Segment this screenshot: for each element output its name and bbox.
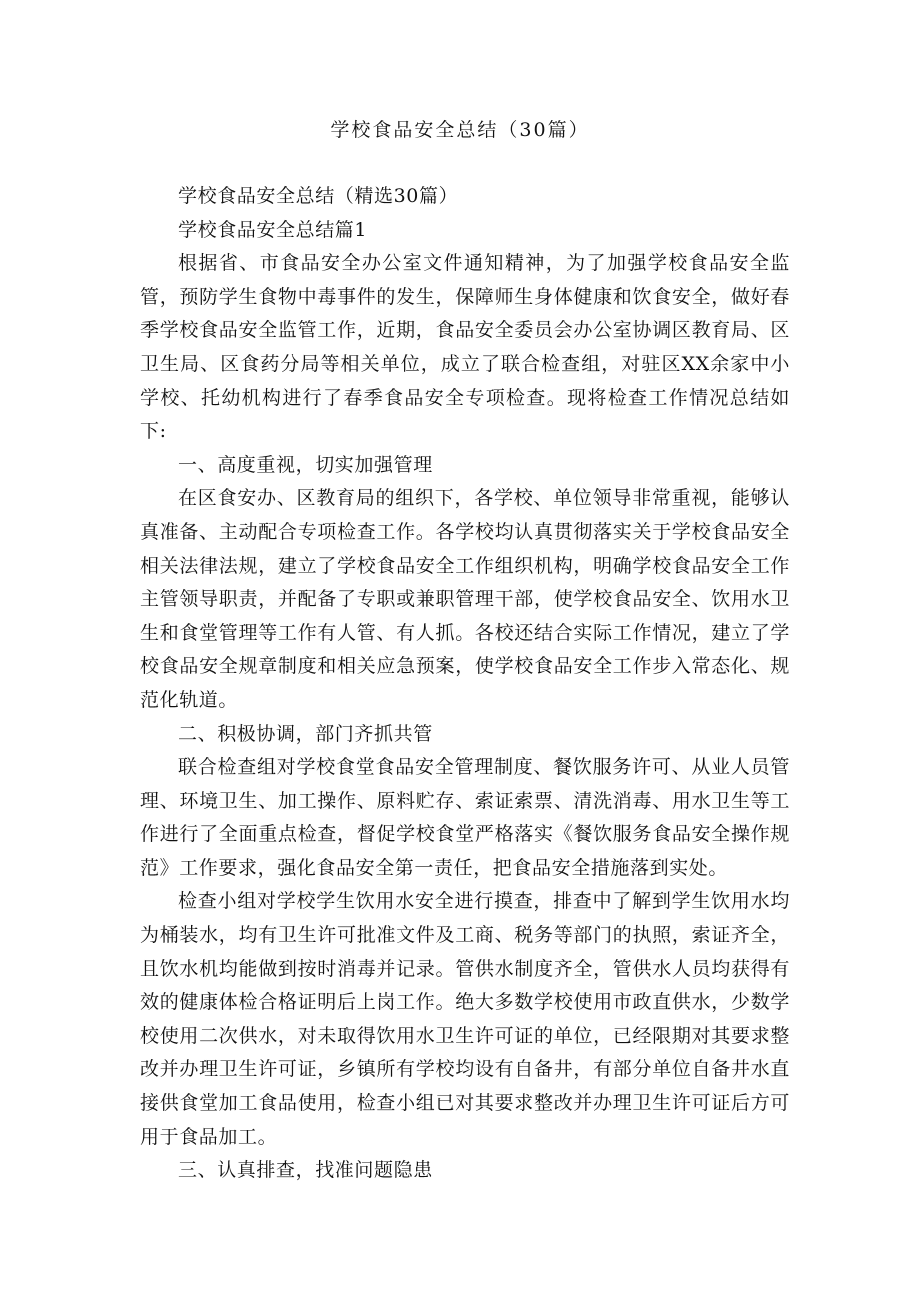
body-paragraph: 检查小组对学校学生饮用水安全进行摸查，排查中了解到学生饮用水均为桶装水，均有卫生许可批准文件及工商、税务等部门的执照，索证齐全，且饮水机均能做到按时消毒并记录。管供水制度齐全，管供水人员均获得有效的健康体检合格证明后上岗工作。绝大多数学校使用市政直供水，少数学校使用二次供水，对未取得饮用水卫生许可证的单位，已经限期对其要求整改并办理卫生许可证，乡镇所有学校均设有自备井，有部分单位自备井水直接供食堂加工食品使用，检查小组已对其要求整改并办理卫生许可证后方可用于食品加工。 bbox=[140, 890, 790, 1148]
section-heading: 学校食品安全总结篇1 bbox=[178, 218, 368, 241]
subtitle-paragraph: 学校食品安全总结（精选30篇） bbox=[178, 185, 459, 207]
section-heading: 三、认真排查，找准问题隐患 bbox=[178, 1159, 433, 1182]
document-title: 学校食品安全总结（30篇） bbox=[330, 119, 590, 141]
body-paragraph: 根据省、市食品安全办公室文件通知精神，为了加强学校食品安全监管，预防学生食物中毒事件的发生，保障师生身体健康和饮食安全，做好春季学校食品安全监管工作，近期，食品安全委员会办公室协调区教育局、区卫生局、区食药分局等相关单位，成立了联合检查组，对驻区XX余家中小学校、托幼机构进行了春季食品安全专项检查。现将检查工作情况总结如下: bbox=[140, 252, 790, 443]
body-paragraph: 联合检查组对学校食堂食品安全管理制度、餐饮服务许可、从业人员管理、环境卫生、加工操作、原料贮存、索证索票、清洗消毒、用水卫生等工作进行了全面重点检查，督促学校食堂严格落实《餐饮服务食品安全操作规范》工作要求，强化食品安全第一责任，把食品安全措施落到实处。 bbox=[140, 756, 790, 879]
section-heading: 二、积极协调，部门齐抓共管 bbox=[178, 722, 433, 745]
section-heading: 一、高度重视，切实加强管理 bbox=[178, 453, 433, 476]
document-body bbox=[140, 180, 790, 1188]
body-paragraph: 在区食安办、区教育局的组织下，各学校、单位领导非常重视，能够认真准备、主动配合专项检查工作。各学校均认真贯彻落实关于学校食品安全相关法律法规，建立了学校食品安全工作组织机构，明确学校食品安全工作主管领导职责，并配备了专职或兼职管理干部，使学校食品安全、饮用水卫生和食堂管理等工作有人管、有人抓。各校还结合实际工作情况，建立了学校食品安全规章制度和相关应急预案，使学校食品安全工作步入常态化、规范化轨道。 bbox=[140, 487, 790, 711]
